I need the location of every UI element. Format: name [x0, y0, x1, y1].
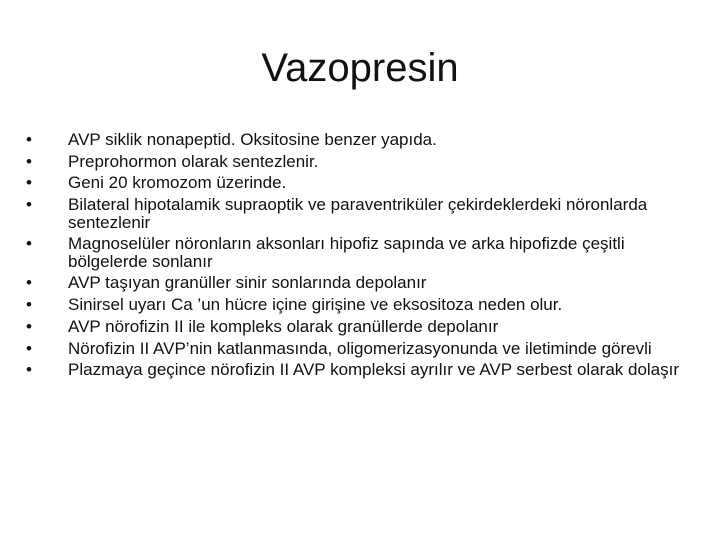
- bullet-dot-icon: •: [26, 195, 32, 215]
- bullet-item: [26, 318, 696, 336]
- bullet-dot-icon: •: [26, 316, 32, 336]
- bullet-text: Bilateral hipotalamik supraoptik ve paraventriküler çekirdeklerdeki nöronlarda sentezlenir: [68, 195, 648, 232]
- bullet-text: AVP siklik nonapeptid. Oksitosine benzer yapıda.: [68, 130, 437, 149]
- bullet-text: Magnoselüler nöronların aksonları hipofiz sapında ve arka hipofizde çeşitli bölgelerde sonlanır: [68, 234, 625, 271]
- bullet-text: Geni 20 kromozom üzerinde.: [68, 173, 287, 193]
- bullet-dot-icon: •: [26, 173, 32, 193]
- bullet-dot-icon: •: [26, 130, 32, 149]
- slide-title: Vazopresin: [261, 46, 459, 90]
- bullet-item: [26, 361, 696, 379]
- bullet-dot-icon: •: [26, 273, 32, 293]
- bullet-list: [26, 131, 696, 383]
- bullet-text: AVP nörofizin II ile kompleks olarak granüllerde depolanır: [68, 316, 499, 336]
- bullet-item: [26, 340, 696, 358]
- bullet-item: [26, 274, 696, 292]
- bullet-dot-icon: •: [26, 234, 32, 254]
- bullet-text: AVP taşıyan granüller sinir sonlarında depolanır: [68, 273, 427, 293]
- bullet-text: Plazmaya geçince nörofizin II AVP kompleksi ayrılır ve AVP serbest olarak dolaşır: [68, 360, 680, 380]
- bullet-text: Preprohormon olarak sentezlenir.: [68, 151, 319, 171]
- bullet-dot-icon: •: [26, 151, 32, 171]
- bullet-item: [26, 153, 696, 171]
- bullet-item: [26, 235, 696, 270]
- bullet-item: [26, 196, 696, 231]
- bullet-dot-icon: •: [26, 338, 32, 358]
- bullet-dot-icon: •: [26, 360, 32, 380]
- bullet-item: [26, 174, 696, 192]
- bullet-dot-icon: •: [26, 295, 32, 315]
- bullet-text: Sinirsel uyarı Ca ’un hücre içine girişine ve eksositoza neden olur.: [68, 295, 563, 315]
- bullet-item: [26, 296, 696, 314]
- bullet-text: Nörofizin II AVP’nin katlanmasında, oligomerizasyonunda ve iletiminde görevli: [68, 338, 652, 358]
- bullet-item: [26, 131, 696, 149]
